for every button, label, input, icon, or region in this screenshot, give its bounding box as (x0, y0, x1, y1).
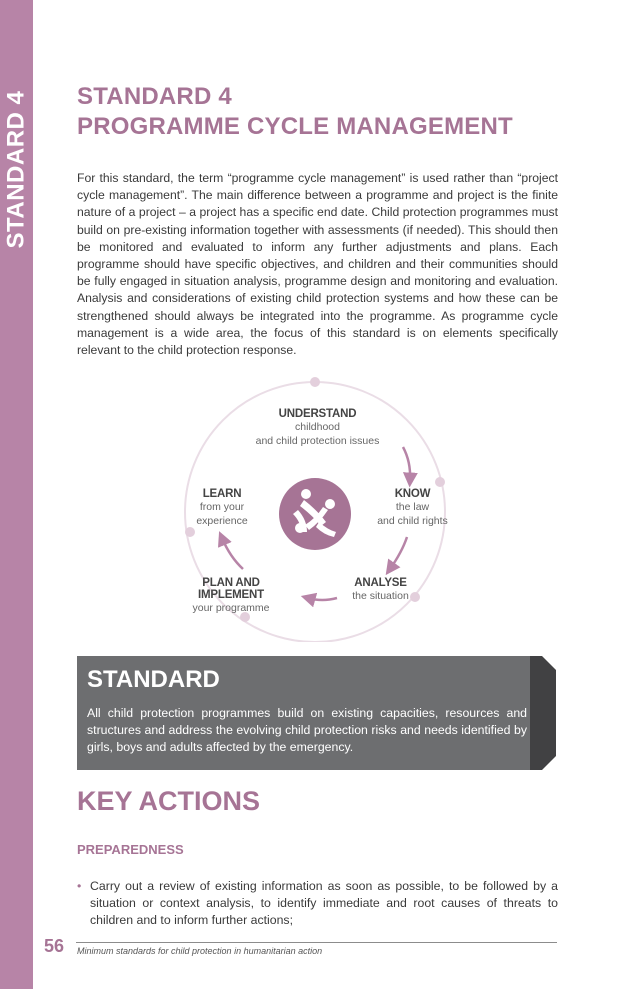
node-know-sub2: and child rights (377, 515, 448, 527)
arrow-understand-to-know (403, 447, 410, 480)
footer-text: Minimum standards for child protection in humanitarian action (77, 946, 323, 956)
arrow-know-to-analyse (390, 537, 407, 569)
ring-dot-right (435, 477, 445, 487)
page-title (77, 82, 513, 142)
node-learn-sub2: experience (196, 515, 248, 527)
node-plan-sub1: your programme (192, 602, 270, 614)
node-know (360, 488, 465, 528)
node-learn (184, 488, 260, 528)
intro-paragraph: For this standard, the term “programme cycle management” is used rather than “project cycle management”. The main difference between a programme and project is the finite nature of a project – a project has a specific end date. Child protection programmes must build on pre-existing information together with assessments (if needed). This should then be monitored and evaluated to inform any further adjustments and plans. Each programme should have specific objectives, and children and their communities should be fully engaged in situation analysis, programme design and monitoring and evaluation. Analysis and considerations of existing child protection systems and how these can be strengthened should always be integrated into the programme. As programme cycle management is a wide area, the focus of this standard is on elements specifically relevant to the child protection response. (77, 171, 558, 358)
node-understand (240, 408, 395, 448)
node-understand-sub1: childhood (295, 421, 340, 433)
page-number: 56 (44, 936, 65, 956)
node-plan (170, 577, 292, 615)
footer-divider (76, 942, 557, 943)
cycle-diagram (170, 372, 470, 642)
arrow-analyse-to-plan (308, 598, 337, 600)
node-understand-head: UNDERSTAND (278, 408, 357, 420)
standard-box-fold (530, 656, 556, 770)
key-action-text: Carry out a review of existing information as soon as possible, to be followed by a situation or context analysis, to identify immediate and root causes of threats to children and to inform further actions; (90, 879, 558, 928)
sidebar (0, 0, 33, 989)
ring-dot-left (185, 527, 195, 537)
node-know-head: KNOW (394, 488, 431, 500)
node-understand-sub2: and child protection issues (255, 435, 380, 447)
ring-dot-top (310, 377, 320, 387)
node-analyse-head: ANALYSE (354, 577, 407, 589)
standard-box (77, 656, 542, 770)
preparedness-heading: PREPAREDNESS (77, 842, 184, 857)
key-action-item (77, 878, 558, 930)
standard-heading: STANDARD (87, 666, 220, 693)
node-analyse (338, 577, 423, 603)
title-line-1: STANDARD 4 (77, 83, 232, 110)
bullet-icon: • (77, 879, 82, 893)
node-analyse-sub1: the situation (352, 590, 409, 602)
node-know-sub1: the law (395, 501, 430, 513)
node-plan-head: PLAN AND IMPLEMENT (198, 577, 264, 601)
standard-text: All child protection programmes build on existing capacities, resources and structures and address the evolving child protection risks and needs identified by girls, boys and adults affected by the emergency. (87, 706, 527, 754)
sidebar-label: STANDARD 4 (2, 90, 30, 249)
node-learn-sub1: from your (199, 501, 245, 513)
node-learn-head: LEARN (202, 488, 242, 500)
arrow-plan-to-learn (222, 538, 243, 569)
key-actions-heading: KEY ACTIONS (77, 786, 261, 816)
title-line-2: PROGRAMME CYCLE MANAGEMENT (77, 113, 513, 140)
